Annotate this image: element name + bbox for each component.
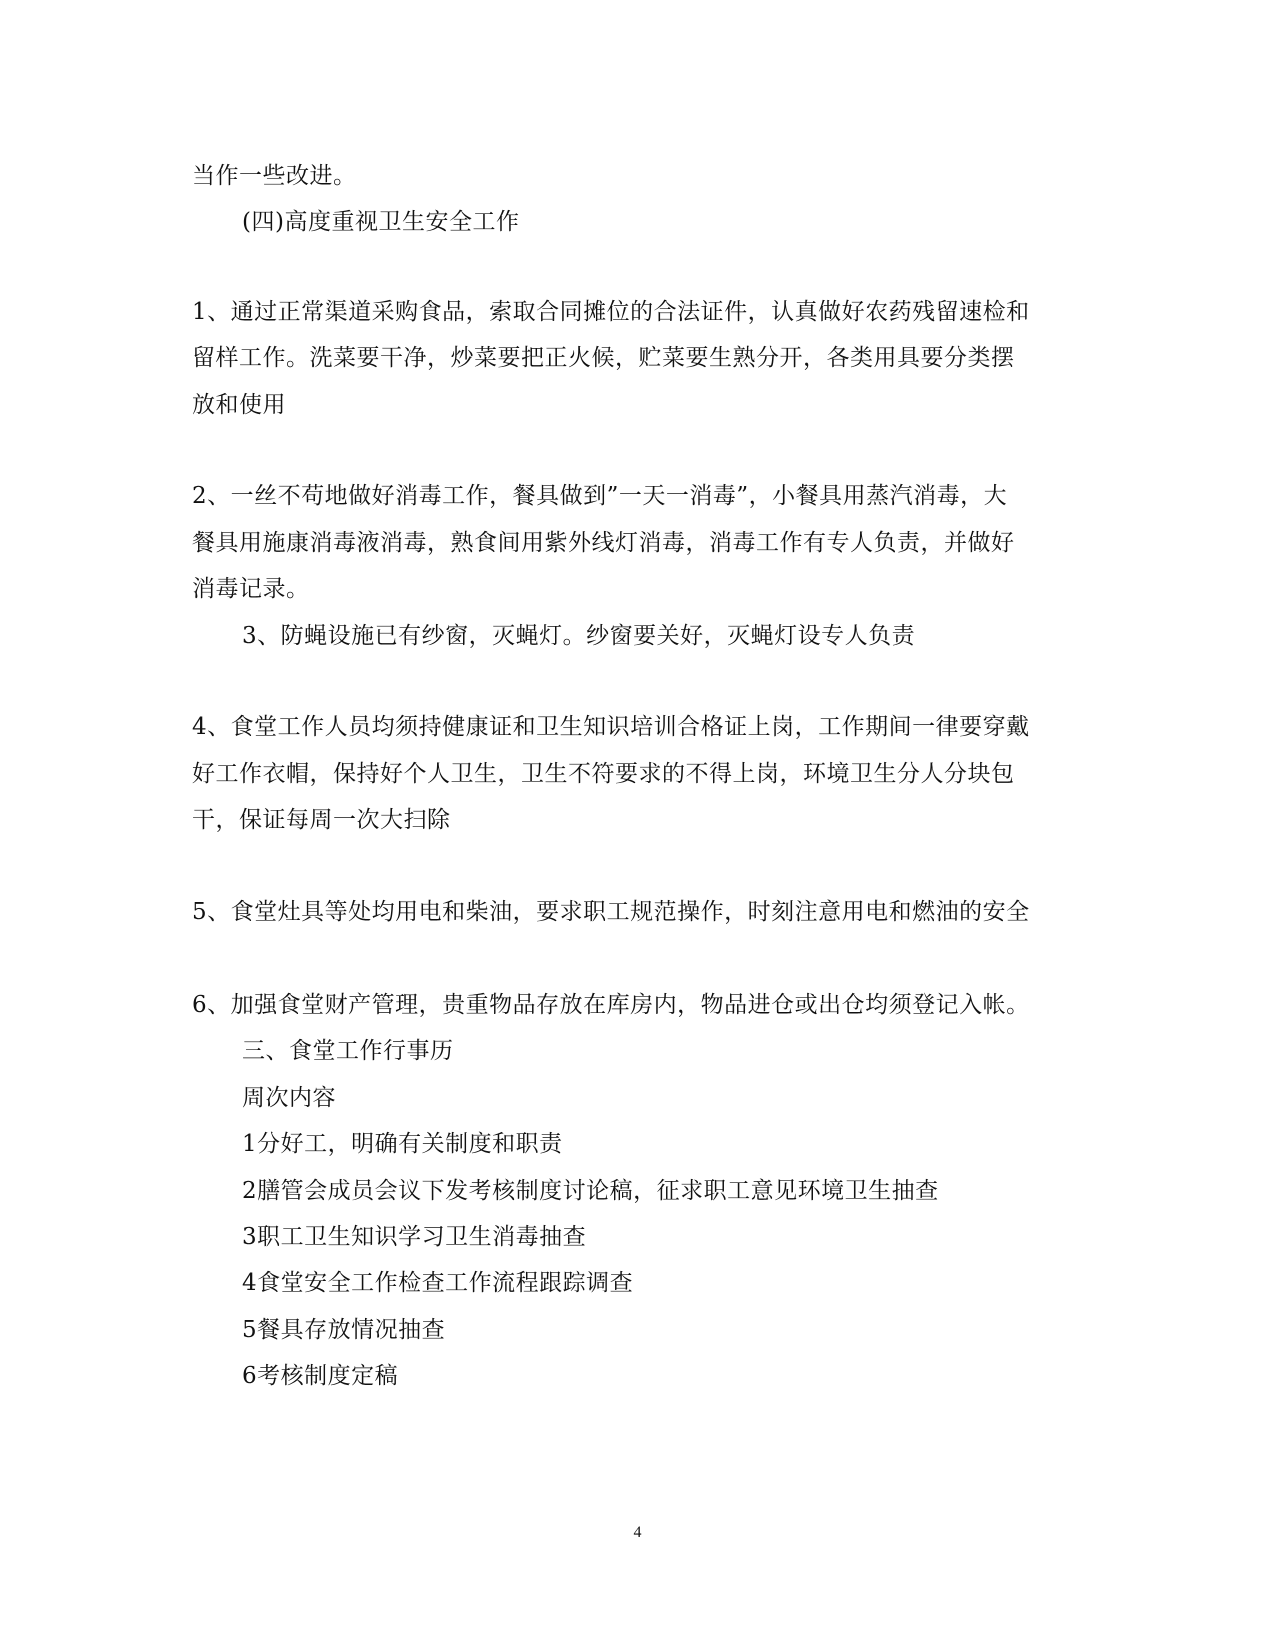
text-line: 餐具用施康消毒液消毒，熟食间用紫外线灯消毒，消毒工作有专人负责，并做好 xyxy=(192,530,1015,556)
text-line: 4、食堂工作人员均须持健康证和卫生知识培训合格证上岗，工作期间一律要穿戴 xyxy=(192,714,1030,740)
text-line: 干，保证每周一次大扫除 xyxy=(192,807,451,833)
schedule-item: 3职工卫生知识学习卫生消毒抽查 xyxy=(242,1224,587,1250)
schedule-item: 6考核制度定稿 xyxy=(242,1363,399,1389)
text-line: 放和使用 xyxy=(192,392,286,418)
text-line: 留样工作。洗菜要干净，炒菜要把正火候，贮菜要生熟分开，各类用具要分类摆 xyxy=(192,345,1015,371)
page-number: 4 xyxy=(633,1524,642,1541)
schedule-item: 5餐具存放情况抽查 xyxy=(242,1317,446,1343)
section-heading: 三、食堂工作行事历 xyxy=(242,1038,454,1064)
text-line: 5、食堂灶具等处均用电和柴油，要求职工规范操作，时刻注意用电和燃油的安全 xyxy=(192,899,1030,925)
text-line: 消毒记录。 xyxy=(192,576,310,602)
section-heading: (四)高度重视卫生安全工作 xyxy=(242,209,520,235)
text-line: 6、加强食堂财产管理，贵重物品存放在库房内，物品进仓或出仓均须登记入帐。 xyxy=(192,992,1030,1018)
text-line: 好工作衣帽，保持好个人卫生，卫生不符要求的不得上岗，环境卫生分人分块包 xyxy=(192,761,1015,787)
table-header: 周次内容 xyxy=(242,1085,336,1111)
text-line: 当作一些改进。 xyxy=(192,163,357,189)
text-line: 3、防蝇设施已有纱窗，灭蝇灯。纱窗要关好，灭蝇灯设专人负责 xyxy=(242,623,916,649)
text-line: 1、通过正常渠道采购食品，索取合同摊位的合法证件，认真做好农药残留速检和 xyxy=(192,299,1030,325)
schedule-item: 4食堂安全工作检查工作流程跟踪调查 xyxy=(242,1270,634,1296)
schedule-item: 2膳管会成员会议下发考核制度讨论稿，征求职工意见环境卫生抽查 xyxy=(242,1178,939,1204)
schedule-item: 1分好工，明确有关制度和职责 xyxy=(242,1131,563,1157)
text-line: 2、一丝不苟地做好消毒工作，餐具做到”一天一消毒”，小餐具用蒸汽消毒，大 xyxy=(192,483,1008,509)
